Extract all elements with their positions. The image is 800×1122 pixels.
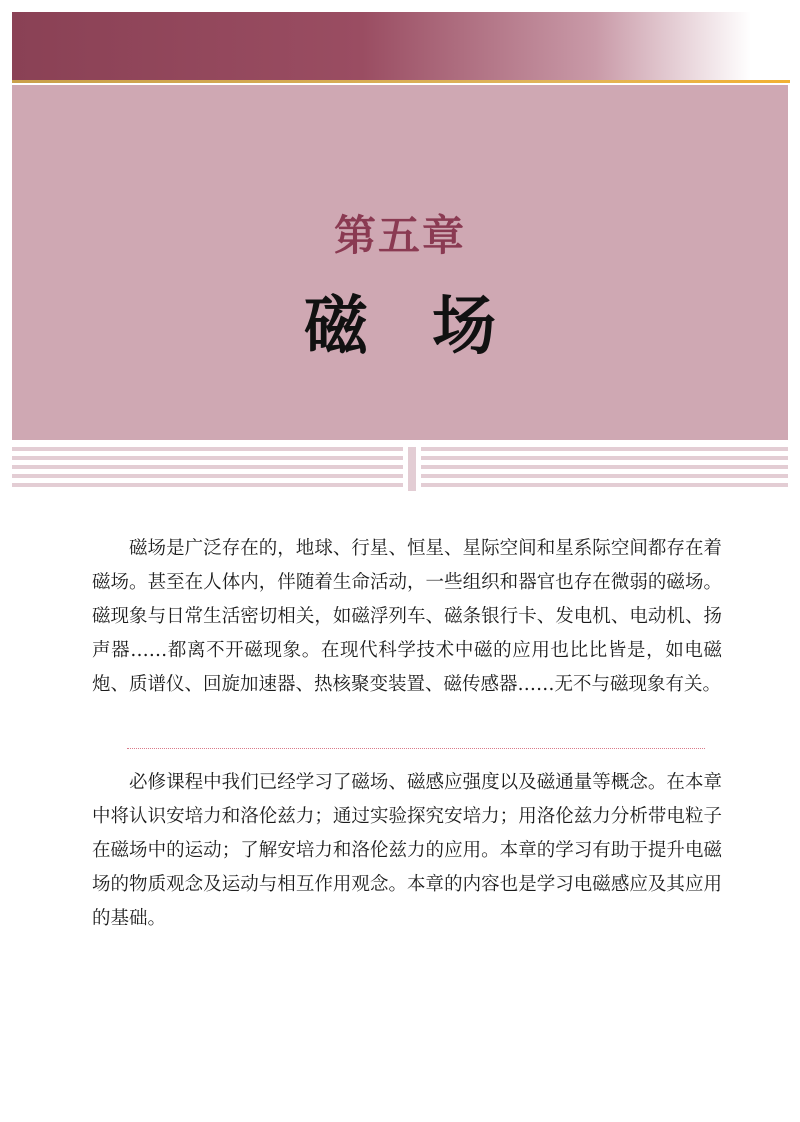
chapter-title: 磁 场 [304,290,496,364]
intro-paragraph-2: 必修课程中我们已经学习了磁场、磁感应强度以及磁通量等概念。在本章中将认识安培力和洛伦兹力；通过实验探究安培力；用洛伦兹力分析带电粒子在磁场中的运动；了解安培力和洛伦兹力的应用。本章的学习有助于提升电磁场的物质观念及运动与相互作用观念。本章的内容也是学习电磁感应及其应用的基础。 [92,772,722,929]
dotted-divider [127,748,705,749]
decorative-stripe-divider [408,447,416,491]
decorative-stripes-left [12,447,403,489]
header-gradient-band [12,12,790,80]
chapter-number: 第五章 [333,211,466,260]
intro-paragraph-1: 磁场是广泛存在的，地球、行星、恒星、星际空间和星系际空间都存在着磁场。甚至在人体内，伴随着生命活动，一些组织和器官也存在微弱的磁场。磁现象与日常生活密切相关，如磁浮列车、磁条银行卡、发电机、电动机、扬声器……都离不开磁现象。在现代科学技术中磁的应用也比比皆是，如电磁炮、质谱仪、回旋加速器、热核聚变装置、磁传感器……无不与磁现象有关。 [92,538,722,695]
header-gold-line [12,80,790,83]
decorative-stripes-right [421,447,788,489]
chapter-title-panel [12,85,788,440]
